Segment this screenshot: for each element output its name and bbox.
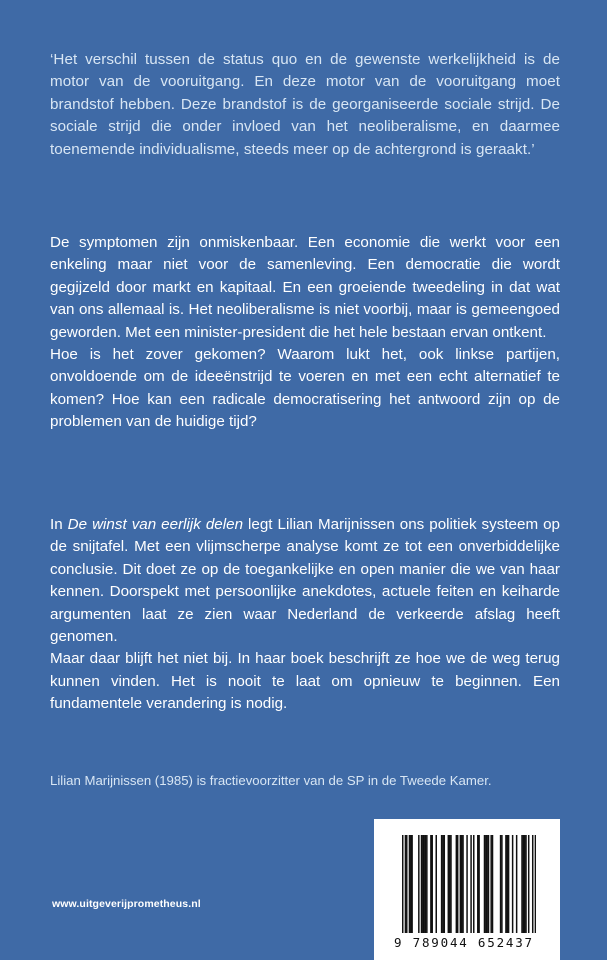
barcode-bar [466, 835, 467, 933]
barcode-bar [532, 835, 533, 933]
barcode-bar [516, 835, 517, 933]
barcode-bar [461, 835, 462, 933]
barcode-bar [430, 835, 431, 933]
barcode-bar [402, 835, 403, 933]
barcode-bar [470, 835, 471, 933]
description-conclusion: Maar daar blijft het niet bij. In haar boek beschrijft ze hoe we de weg terug kunnen vinden. Het is nooit te laat om opnieuw te beginnen. Een fundamentele verandering is nodig. [50, 650, 560, 713]
barcode-icon [402, 835, 536, 933]
barcode-bar [473, 835, 474, 933]
barcode-bar [500, 835, 501, 933]
intro-word: In [50, 516, 68, 533]
barcode-bar [508, 835, 509, 933]
barcode-bar [525, 835, 526, 933]
barcode-bar [444, 835, 445, 933]
barcode-bar [486, 835, 487, 933]
barcode-bar [535, 835, 536, 933]
barcode-bar [436, 835, 437, 933]
barcode-bar [478, 835, 479, 933]
barcode-bar [441, 835, 442, 933]
barcode-bar [406, 835, 407, 933]
book-title: De winst van eerlijk delen [67, 516, 244, 533]
barcode-bar [423, 835, 424, 933]
barcode-bar [418, 835, 419, 933]
barcode-bar [449, 835, 450, 933]
barcode-bar [405, 835, 406, 933]
barcode-bar [524, 835, 525, 933]
barcode-bar [477, 835, 478, 933]
barcode-bar [410, 835, 411, 933]
description-block-1 [50, 232, 560, 434]
barcode-bar [456, 835, 457, 933]
description-block-2 [50, 514, 560, 716]
barcode-bar [528, 835, 529, 933]
barcode-bar [490, 835, 491, 933]
description-text: legt Lilian Marijnissen ons politiek systeem op de snijtafel. Met een vlijmscherpe analyse komt ze tot een onverbiddelijke conclusie. Dit doet ze op de toegankelijke en open manier die we van haar kennen. Doorspekt met persoonlijke anekdotes, actuele feiten en keiharde argumenten laat ze zien waar Nederland de verkeerde afslag heeft genomen. [50, 516, 560, 646]
barcode-panel [374, 819, 560, 960]
barcode-bar [507, 835, 508, 933]
description-paragraph: De symptomen zijn onmiskenbaar. Een economie die werkt voor een enkeling maar niet voor de samenleving. Een democratie die wordt gegijzeld door markt en kapitaal. En een groeiende tweedeling in dat wat van ons allemaal is. Het neoliberalisme is niet voorbij, maar is gemeengoed geworden. Met een minister-president die het hele bestaan ervan ontkent. [50, 234, 560, 341]
barcode-bar [411, 835, 412, 933]
description-questions: Hoe is het zover gekomen? Waarom lukt het, ook linkse partijen, onvoldoende om de ideeënstrijd te voeren en met een echt alternatief te komen? Hoe kan een radicale democratisering het antwoord zijn op de problemen van de huidige tijd? [50, 346, 560, 431]
barcode-bar [492, 835, 493, 933]
barcode-bar [485, 835, 486, 933]
barcode-bar [450, 835, 451, 933]
barcode-bar [457, 835, 458, 933]
barcode-bar [501, 835, 502, 933]
barcode-bar [421, 835, 422, 933]
barcode-bar [521, 835, 522, 933]
barcode-bar [512, 835, 513, 933]
isbn-number: 9 789044 652437 [394, 935, 534, 950]
blurb-quote: ‘Het verschil tussen de status quo en de gewenste werkelijkheid is de motor van de vooruitgang. En deze motor van de vooruitgang moet brandstof hebben. Deze brandstof is de georganiseerde sociale strijd. De sociale strijd die onder invloed van het neoliberalisme, en daarmee toenemende individualisme, steeds meer op de achtergrond is geraakt.’ [50, 51, 560, 158]
barcode-bar [409, 835, 410, 933]
barcode-bar [505, 835, 506, 933]
barcode-bar [442, 835, 443, 933]
barcode-bar [448, 835, 449, 933]
barcode-bar [488, 835, 489, 933]
barcode-bar [462, 835, 463, 933]
barcode-bar [426, 835, 427, 933]
barcode-bar [460, 835, 461, 933]
barcode-bar [425, 835, 426, 933]
barcode-bar [422, 835, 423, 933]
barcode-bar [523, 835, 524, 933]
publisher-url: www.uitgeverijprometheus.nl [52, 898, 201, 910]
barcode-bar [484, 835, 485, 933]
barcode-bar [431, 835, 432, 933]
author-bio: Lilian Marijnissen (1985) is fractievoorzitter van de SP in de Tweede Kamer. [50, 773, 492, 788]
description-paragraph-2 [50, 514, 560, 648]
